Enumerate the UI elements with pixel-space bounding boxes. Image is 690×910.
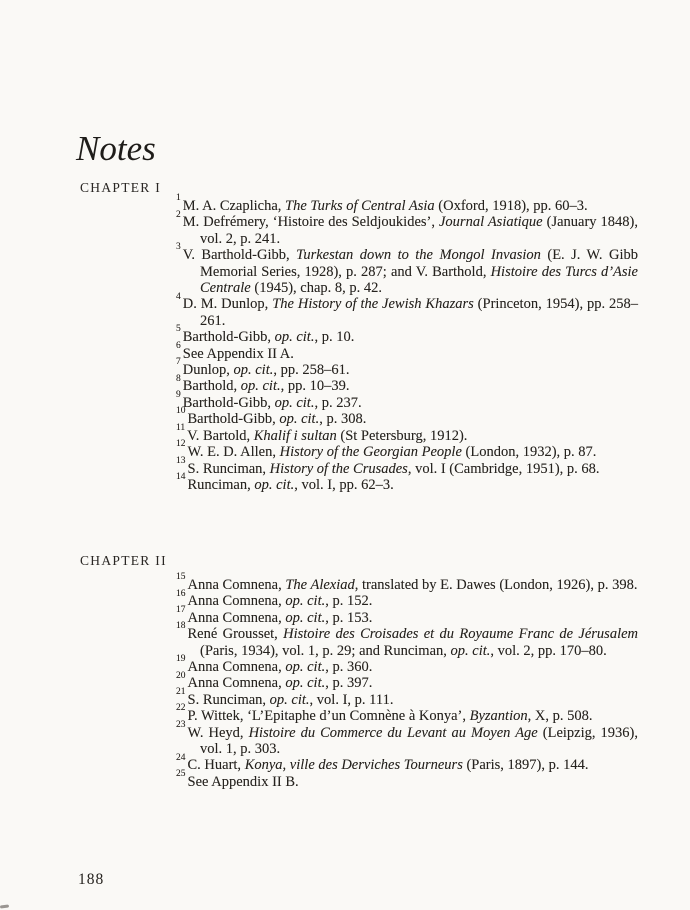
note-text: , pp. 258–61. xyxy=(273,362,350,379)
note-text-italic: op. cit. xyxy=(279,411,320,428)
note-item xyxy=(176,324,638,346)
note-text: (Paris, 1897), p. 144. xyxy=(462,757,589,774)
note-text-italic: Histoire des Turcs d’Asie Centrale xyxy=(200,263,638,297)
note-text-italic: Turkestan down to the Mongol Invasion xyxy=(296,247,541,264)
note-item xyxy=(176,670,638,692)
note-item xyxy=(176,572,638,593)
note-text-italic: Khalif i sultan xyxy=(253,427,337,444)
note-text: , p. 397. xyxy=(325,675,373,692)
note-text-italic: Byzantion xyxy=(469,708,528,725)
note-text: , p. 153. xyxy=(325,609,373,626)
note-number: 2 xyxy=(176,209,181,220)
note-number: 21 xyxy=(176,687,186,698)
note-text: , p. 10. xyxy=(314,329,355,346)
page-title: Notes xyxy=(76,129,156,169)
note-number: 6 xyxy=(176,340,181,351)
note-number: 25 xyxy=(176,769,186,780)
note-text: (Paris, 1934), vol. 1, p. 29; and Runciman, xyxy=(200,642,451,659)
note-text: S. Runciman, xyxy=(187,460,270,477)
note-number: 5 xyxy=(176,324,181,335)
note-text: Dunlop, xyxy=(182,362,234,379)
note-text: (Oxford, 1918), pp. 60–3. xyxy=(434,198,588,214)
note-item xyxy=(176,340,638,362)
note-text-italic: op. cit. xyxy=(233,362,274,379)
note-item xyxy=(176,455,638,477)
note-text: V. Barthold-Gibb, xyxy=(182,247,297,264)
note-text-italic: op. cit. xyxy=(274,329,315,346)
note-text-italic: op. cit. xyxy=(254,476,295,493)
note-text: , translated by E. Dawes (London, 1926), p. 398. xyxy=(354,577,638,593)
note-text: D. M. Dunlop, xyxy=(182,296,273,313)
note-text-italic: Konya, ville des Derviches Tourneurs xyxy=(244,757,463,774)
note-number: 24 xyxy=(176,752,186,763)
note-text-italic: History of the Georgian People xyxy=(279,444,462,461)
note-text: See Appendix II B. xyxy=(187,773,299,790)
note-number: 19 xyxy=(176,654,186,665)
note-text-italic: op. cit. xyxy=(240,378,281,395)
scan-artifact xyxy=(0,904,9,908)
note-text-italic: op. cit. xyxy=(269,691,310,708)
note-item xyxy=(176,719,639,758)
note-text-italic: The Turks of Central Asia xyxy=(285,198,435,214)
note-text: W. Heyd, xyxy=(187,724,249,741)
note-text-italic: op. cit. xyxy=(450,642,491,659)
note-text: (Princeton, 1954), pp. 258– 261. xyxy=(200,296,638,329)
notes-list xyxy=(176,193,638,493)
note-number: 8 xyxy=(176,373,181,384)
note-number: 14 xyxy=(176,472,186,483)
note-item xyxy=(176,390,638,411)
note-number: 7 xyxy=(176,357,181,368)
note-text-italic: op. cit. xyxy=(285,593,326,610)
note-text: Barthold-Gibb, xyxy=(182,329,275,346)
note-text: (St Petersburg, 1912). xyxy=(336,427,468,444)
note-text-italic: The Alexiad xyxy=(285,577,355,593)
note-text-italic: Journal Asiatique xyxy=(438,214,543,231)
note-text: C. Huart, xyxy=(187,757,245,774)
note-item xyxy=(176,769,638,790)
note-text-italic: op. cit. xyxy=(285,659,326,676)
note-item xyxy=(176,242,638,297)
note-text: (1945), chap. 8, p. 42. xyxy=(250,280,383,297)
note-text: Anna Comnena, xyxy=(187,577,286,593)
note-text: René Grousset, xyxy=(187,626,284,643)
note-item xyxy=(176,752,638,774)
note-text: Barthold-Gibb, xyxy=(187,411,280,428)
note-number: 13 xyxy=(176,455,186,466)
note-text: (London, 1932), p. 87. xyxy=(461,444,597,461)
note-item xyxy=(176,373,638,395)
note-number: 17 xyxy=(176,604,186,615)
note-text: Anna Comnena, xyxy=(187,675,286,692)
note-text: (E. J. W. Gibb Memorial Series, 1928), p. 287; and V. Barthold, xyxy=(200,247,638,280)
page-number: 188 xyxy=(78,871,105,888)
note-text: M. A. Czaplicha, xyxy=(182,198,286,214)
note-number: 4 xyxy=(176,291,181,302)
note-text: , p. 152. xyxy=(325,593,373,610)
note-text-italic: op. cit. xyxy=(274,394,315,411)
note-item xyxy=(176,621,639,659)
note-text: See Appendix II A. xyxy=(182,345,294,362)
note-text: S. Runciman, xyxy=(187,691,270,708)
note-text-italic: Histoire du Commerce du Levant au Moyen Age xyxy=(248,724,538,741)
note-text: , vol. I, p. 111. xyxy=(309,691,394,708)
note-number: 3 xyxy=(176,242,181,253)
note-text-italic: Histoire des Croisades et du Royaume Franc de Jérusalem xyxy=(283,626,639,643)
note-item xyxy=(176,193,638,214)
note-text: , vol. I, pp. 62–3. xyxy=(294,476,394,493)
note-text: , p. 308. xyxy=(319,411,367,428)
notes-list xyxy=(176,572,639,790)
note-text: M. Defrémery, ‘Histoire des Seldjoukides’, xyxy=(182,214,439,231)
note-item xyxy=(176,604,638,626)
note-number: 20 xyxy=(176,670,186,681)
note-text-italic: The History of the Jewish Khazars xyxy=(272,296,474,313)
note-number: 9 xyxy=(176,390,181,401)
note-text: , vol. 2, pp. 170–80. xyxy=(490,642,607,659)
note-item xyxy=(176,472,638,493)
note-text: Runciman, xyxy=(187,476,255,493)
note-text: , X, p. 508. xyxy=(527,708,593,725)
note-text: , pp. 10–39. xyxy=(280,378,350,395)
note-text-italic: op. cit. xyxy=(285,675,326,692)
note-item xyxy=(176,687,638,708)
note-text: Anna Comnena, xyxy=(187,609,286,626)
note-number: 11 xyxy=(176,422,186,433)
note-text-italic: History of the Crusades xyxy=(269,460,408,477)
note-number: 1 xyxy=(176,193,181,204)
note-number: 23 xyxy=(176,719,186,730)
chapter-heading: CHAPTER I xyxy=(80,180,162,195)
note-text: Anna Comnena, xyxy=(187,659,286,676)
note-text: (January 1848), vol. 2, p. 241. xyxy=(200,214,638,247)
note-number: 18 xyxy=(176,621,186,632)
note-text: V. Bartold, xyxy=(187,427,254,444)
note-text: , p. 237. xyxy=(314,394,362,411)
note-text: Anna Comnena, xyxy=(187,593,286,610)
note-text: Barthold-Gibb, xyxy=(182,394,275,411)
note-text: Barthold, xyxy=(182,378,241,395)
note-text-italic: op. cit. xyxy=(285,609,326,626)
chapter-section-2 xyxy=(80,553,640,790)
chapter-heading: CHAPTER II xyxy=(80,553,167,568)
note-item xyxy=(176,291,638,329)
note-number: 16 xyxy=(176,588,186,599)
chapter-section-1 xyxy=(80,180,640,493)
note-item xyxy=(176,422,638,444)
note-number: 10 xyxy=(176,406,186,417)
note-item xyxy=(176,357,638,379)
note-text: W. E. D. Allen, xyxy=(187,444,280,461)
note-text: (Leipzig, 1936), vol. 1, p. 303. xyxy=(200,724,639,758)
note-text: , vol. I (Cambridge, 1951), p. 68. xyxy=(407,460,600,477)
note-item xyxy=(176,209,638,247)
note-text: P. Wittek, ‘L’Epitaphe d’un Comnène à Konya’, xyxy=(187,708,470,725)
note-number: 22 xyxy=(176,703,186,714)
note-number: 15 xyxy=(176,572,186,583)
note-text: , p. 360. xyxy=(325,659,373,676)
note-number: 12 xyxy=(176,439,186,450)
